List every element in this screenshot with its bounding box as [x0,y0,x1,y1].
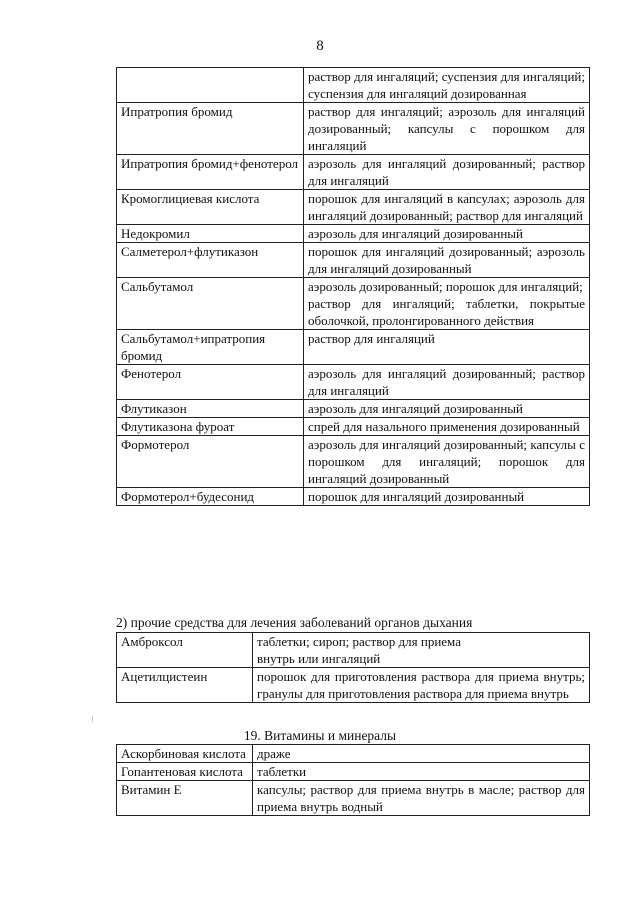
dosage-forms-cell [304,365,590,400]
drug-name: Ацетилцистеин [121,669,208,684]
dosage-forms: аэрозоль для ингаляций дозированный; раствор для ингаляций [308,366,585,398]
drug-name: Ипратропия бромид [121,104,233,119]
drug-table-other-respiratory [116,632,590,703]
dosage-forms: порошок для ингаляций дозированный; аэрозоль для ингаляций дозированный [308,244,585,276]
table-row [117,225,590,243]
drug-name: Флутиказон [121,401,187,416]
drug-name: Флутиказона фуроат [121,419,235,434]
dosage-forms-cell [304,418,590,436]
drug-name-cell [117,436,304,488]
dosage-forms-cell [304,400,590,418]
drug-name: Аскорбиновая кислота [121,746,246,761]
drug-name-cell [117,68,304,103]
dosage-forms-cell [253,763,590,781]
drug-name: Кромоглициевая кислота [121,191,260,206]
table-row [117,155,590,190]
margin-mark [92,716,93,722]
table-row [117,763,590,781]
drug-table-respiratory [116,67,590,506]
table-row [117,400,590,418]
table-row [117,418,590,436]
table-row [117,190,590,225]
section-heading-vitamins: 19. Витамины и минералы [243,728,397,743]
dosage-forms: спрей для назального применения дозированный [308,419,580,434]
table-row [117,436,590,488]
dosage-forms: аэрозоль для ингаляций дозированный; капсулы с порошком для ингаляций; порошок для ингаляций дозированный [308,437,585,486]
page-number: 8 [316,38,324,54]
table-row [117,103,590,155]
dosage-forms: порошок для ингаляций в капсулах; аэрозоль для ингаляций дозированный; раствор для ингаляций [308,191,585,223]
dosage-forms-cell [304,68,590,103]
dosage-forms: аэрозоль дозированный; порошок для ингаляций; [308,279,583,294]
dosage-forms-cell [253,781,590,816]
drug-name: Витамин Е [121,782,182,797]
drug-name-cell [117,633,253,668]
dosage-forms-cell [253,668,590,703]
table-row [117,633,590,668]
drug-name-cell [117,418,304,436]
drug-name: Гопантеновая кислота [121,764,243,779]
drug-name-cell [117,278,304,330]
dosage-forms-cell [304,103,590,155]
drug-table-vitamins [116,744,590,816]
drug-name: Сальбутамол [121,279,194,294]
drug-name: Формотерол [121,437,190,452]
dosage-forms: аэрозоль для ингаляций дозированный [308,401,524,416]
drug-name: Недокромил [121,226,190,241]
drug-name: Формотерол+будесонид [121,489,255,504]
drug-name-cell [117,763,253,781]
drug-name-cell [117,243,304,278]
drug-name-cell [117,745,253,763]
dosage-forms: таблетки; сироп; раствор для приема [257,634,461,649]
dosage-forms: аэрозоль для ингаляций дозированный; раствор для ингаляций [308,156,585,188]
dosage-forms: порошок для приготовления раствора для приема внутрь; гранулы для приготовления раствора для приема внутрь [257,669,585,701]
dosage-forms: раствор для ингаляций; суспензия для ингаляций; суспензия для ингаляций дозированная [308,69,585,101]
table-row [117,668,590,703]
table-row [117,243,590,278]
drug-name: Ипратропия бромид+фенотерол [121,156,299,171]
drug-name-cell [117,155,304,190]
drug-name-cell [117,330,304,365]
table-row [117,745,590,763]
dosage-forms: таблетки [257,764,307,779]
table-row [117,488,590,506]
dosage-forms: драже [257,746,291,761]
drug-name: Амброксол [121,634,183,649]
drug-name-cell [117,225,304,243]
dosage-forms: аэрозоль для ингаляций дозированный [308,226,524,241]
dosage-forms: внутрь или ингаляций [257,651,381,666]
section-heading-other-respiratory: 2) прочие средства для лечения заболеваний органов дыхания [116,615,473,630]
table-row [117,68,590,103]
drug-name-cell [117,781,253,816]
dosage-forms-cell [304,278,590,330]
drug-name-cell [117,103,304,155]
table-row [117,365,590,400]
dosage-forms: раствор для ингаляций [308,331,435,346]
dosage-forms-cell [304,330,590,365]
drug-name: Фенотерол [121,366,182,381]
dosage-forms-cell [304,488,590,506]
drug-name: Сальбутамол+ипратропия бромид [121,331,266,363]
drug-name-cell [117,400,304,418]
dosage-forms-cell [304,190,590,225]
table-row [117,330,590,365]
dosage-forms-cell [304,243,590,278]
dosage-forms-cell [253,633,590,668]
dosage-forms-cell [253,745,590,763]
dosage-forms: порошок для ингаляций дозированный [308,489,525,504]
dosage-forms-cell [304,436,590,488]
dosage-forms: раствор для ингаляций; аэрозоль для ингаляций дозированный; капсулы с порошком для ингаляций [308,104,585,153]
drug-name: Салметерол+флутиказон [121,244,259,259]
drug-name-cell [117,365,304,400]
table-row [117,781,590,816]
table-row [117,278,590,330]
drug-name-cell [117,668,253,703]
dosage-forms-cell [304,225,590,243]
dosage-forms-cell [304,155,590,190]
dosage-forms: капсулы; раствор для приема внутрь в масле; раствор для приема внутрь водный [257,782,585,814]
drug-name-cell [117,190,304,225]
drug-name-cell [117,488,304,506]
dosage-forms: раствор для ингаляций; таблетки, покрытые оболочкой, пролонгированного действия [308,296,585,328]
